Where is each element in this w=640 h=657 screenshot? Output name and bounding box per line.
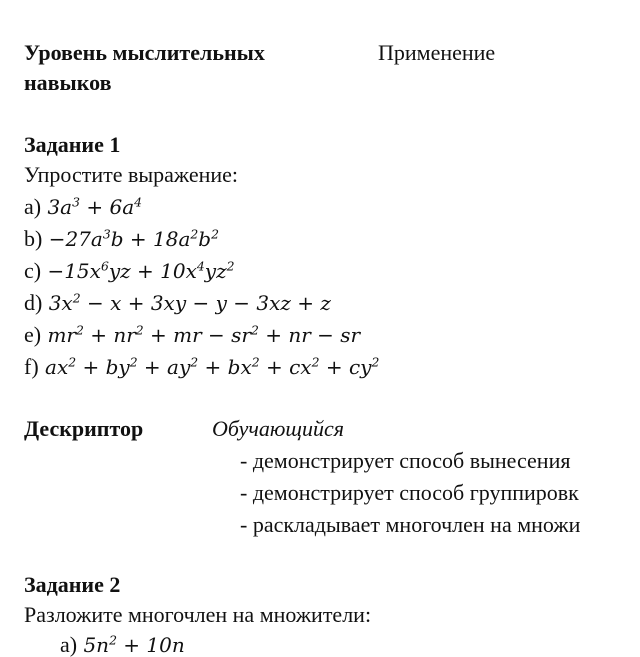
task1-item-f <box>24 354 379 379</box>
task1-item-d-label: d) <box>24 290 43 315</box>
task1-item-c-expr: $-15x^6yz + 10x^4yz^2$ <box>47 258 235 283</box>
task2-partial-item: а) $5n^2 + 10n$ <box>60 632 185 657</box>
descriptor-line-1: - демонстрирует способ вынесения <box>240 448 571 473</box>
task1-title: Задание 1 <box>24 132 121 157</box>
task1-item-f-expr: $ax^2 + by^2 + ay^2 + bx^2 + cx^2 + cy^2$ <box>45 354 380 379</box>
task1-item-f-label: f) <box>24 354 39 379</box>
task2-instruction: Разложите многочлен на множители: <box>24 602 372 627</box>
descriptor-learner: Обучающийся <box>212 416 345 441</box>
task2-title: Задание 2 <box>24 572 121 597</box>
task1-item-b-label: b) <box>24 226 43 251</box>
task1-item-d-expr: $3x^2 - x + 3xy - y - 3xz + z$ <box>48 290 331 315</box>
task1-item-a-expr: $3a^3 + 6a^4$ <box>47 194 143 219</box>
task1-instruction: Упростите выражение: <box>24 162 239 187</box>
descriptor-label: Дескриптор <box>24 416 144 441</box>
task1-item-c-label: c) <box>24 258 42 283</box>
task1-item-b <box>24 226 219 251</box>
task1-item-b-expr: $-27a^3b + 18a^2b^2$ <box>48 226 219 251</box>
task1-item-a <box>24 194 142 219</box>
task1-item-c <box>24 258 235 283</box>
task1-item-a-label: a) <box>24 194 42 219</box>
descriptor-line-3: - раскладывает многочлен на множи <box>240 512 581 537</box>
skill-level-label-line1: Уровень мыслительных <box>24 40 265 65</box>
task1-item-e-expr: $mr^2 + nr^2$ + mr − $sr^2$ + nr − sr <box>47 322 361 347</box>
skill-level-label-line2: навыков <box>24 70 112 95</box>
task1-item-d <box>24 290 331 315</box>
task1-item-e <box>24 322 360 347</box>
skill-level-value: Применение <box>378 40 496 65</box>
task1-item-e-label: e) <box>24 322 42 347</box>
descriptor-line-2: - демонстрирует способ группировк <box>240 480 579 505</box>
